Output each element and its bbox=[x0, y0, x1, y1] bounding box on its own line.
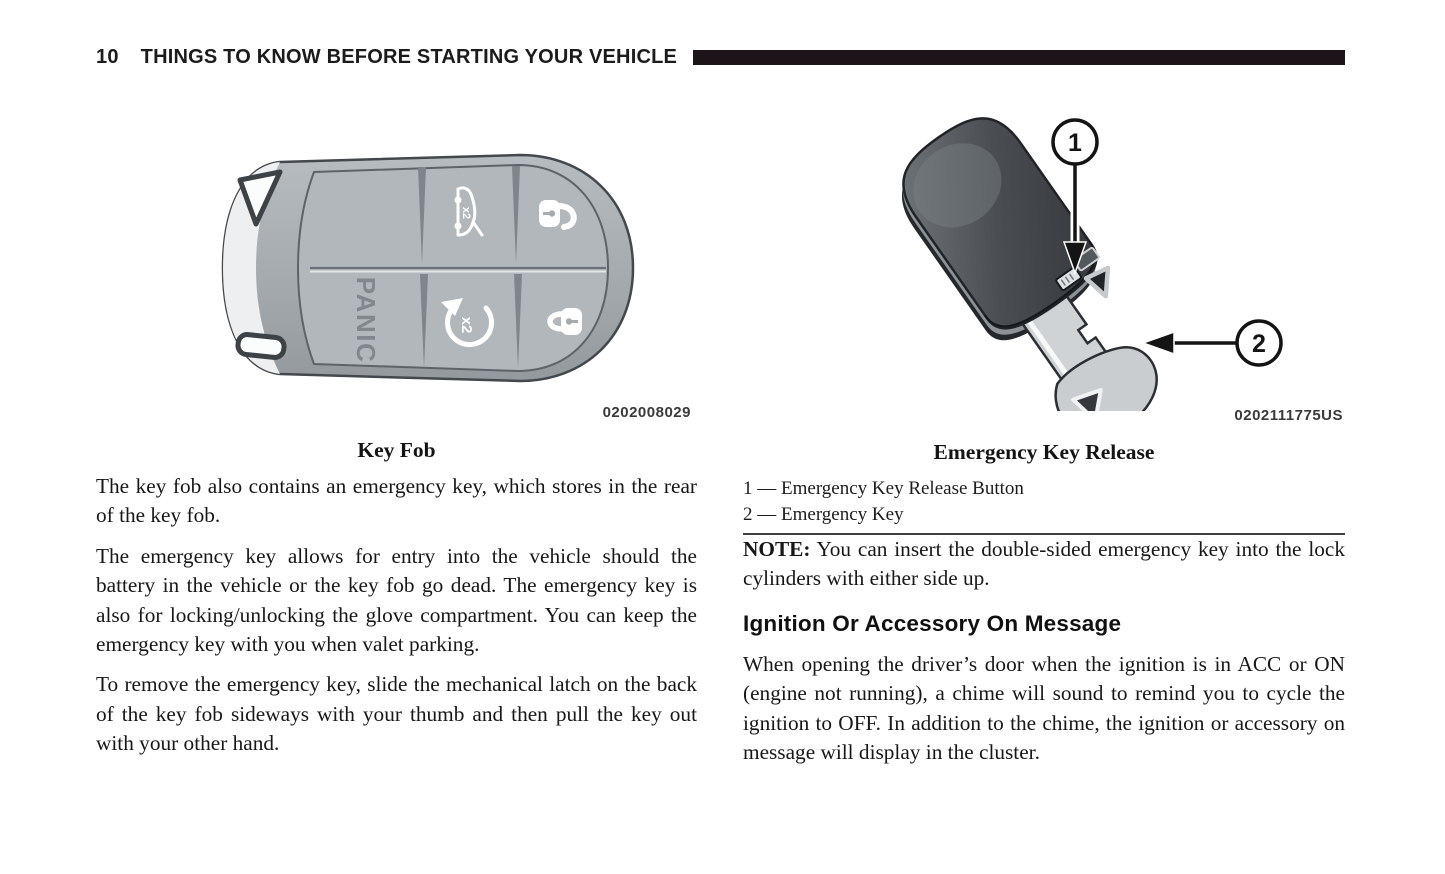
figure-code-right: 0202111775US bbox=[1234, 407, 1343, 424]
svg-text:x2: x2 bbox=[460, 206, 472, 220]
emergency-key-release-illustration bbox=[847, 96, 1347, 411]
note-paragraph bbox=[743, 535, 1345, 594]
callout-2-number: 2 bbox=[1252, 330, 1266, 358]
figure-legend bbox=[743, 476, 1345, 527]
paragraph-key-fob-3: To remove the emergency key, slide the mechanical latch on the back of the key fob sideways with your thumb and then pull the key out with your other hand. bbox=[96, 672, 697, 756]
paragraph-key-fob-1: The key fob also contains an emergency key, which stores in the rear of the key fob. bbox=[96, 474, 697, 528]
section-heading: Ignition Or Accessory On Message bbox=[743, 610, 1122, 636]
right-column bbox=[743, 0, 1345, 778]
callout-1-number: 1 bbox=[1068, 129, 1082, 157]
left-column bbox=[96, 0, 697, 770]
paragraph-ignition-message: When opening the driver’s door when the ignition is in ACC or ON (engine not running), a chime will sound to remind you to cycle the ignition to OFF. In addition to the chime, the ignition or accessory on message will display in the cluster. bbox=[743, 651, 1345, 765]
panic-button-label: PANIC bbox=[351, 276, 382, 364]
keyring-slot-bottom-icon bbox=[237, 334, 285, 359]
note-label: NOTE: bbox=[743, 537, 811, 561]
legend-item-2: 2 — Emergency Key bbox=[743, 503, 904, 525]
callout-2 bbox=[1143, 321, 1281, 365]
svg-text:x2: x2 bbox=[458, 316, 475, 334]
legend-item-1: 1 — Emergency Key Release Button bbox=[743, 478, 1024, 499]
page-number: 10 bbox=[96, 46, 119, 68]
paragraph-key-fob-2: The emergency key allows for entry into the vehicle should the battery in the vehicle or the key fob go dead. The emergency key is also for locking/unlocking the glove compartment. You can keep the emergency key with you when valet parking. bbox=[96, 543, 697, 657]
key-fob-front-illustration bbox=[212, 142, 642, 394]
note-text: You can insert the double-sided emergency key into the lock cylinders with either side up. bbox=[743, 537, 1345, 591]
figure-caption-left: Key Fob bbox=[357, 438, 436, 462]
figure-code-left: 0202008029 bbox=[602, 404, 691, 421]
chapter-title: THINGS TO KNOW BEFORE STARTING YOUR VEHICLE bbox=[140, 46, 678, 68]
figure-caption-right: Emergency Key Release bbox=[933, 440, 1155, 464]
